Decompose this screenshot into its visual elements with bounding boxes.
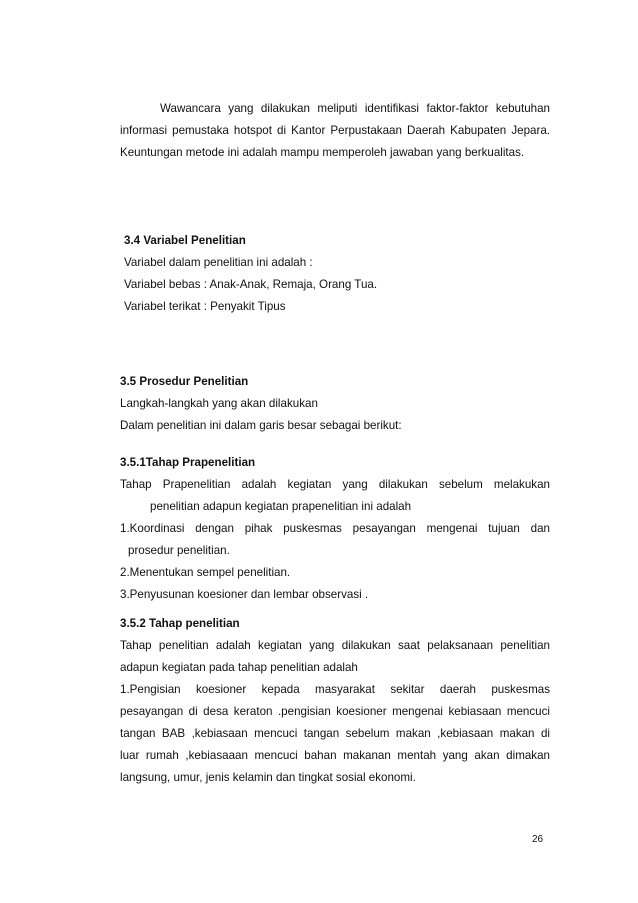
paragraph-line: penelitian adapun kegiatan prapenelitian ini adalah	[150, 500, 412, 513]
paragraph-line: Wawancara yang dilakukan meliputi identifikasi faktor-faktor kebutuhan	[160, 102, 550, 115]
page-number: 26	[532, 834, 544, 845]
paragraph-line: Variabel dalam penelitian ini adalah :	[124, 256, 313, 269]
section-3-5	[120, 371, 550, 437]
section-heading: 3.5 Prosedur Penelitian	[120, 375, 249, 388]
paragraph-line: Variabel terikat : Penyakit Tipus	[124, 300, 286, 313]
paragraph-line: Tahap penelitian adalah kegiatan yang dilakukan saat pelaksanaan penelitian	[120, 639, 550, 652]
intro-paragraph	[120, 98, 550, 164]
paragraph-line: informasi pemustaka hotspot di Kantor Perpustakaan Daerah Kabupaten Jepara.	[120, 124, 550, 137]
paragraph-line: Variabel bebas : Anak-Anak, Remaja, Orang Tua.	[124, 278, 378, 291]
list-item: 3.Penyusunan koesioner dan lembar observasi .	[120, 588, 369, 601]
list-item: 1.Koordinasi dengan pihak puskesmas pesayangan mengenai tujuan dan	[120, 522, 550, 535]
paragraph-line: luar rumah ,kebiasaaan mencuci bahan makanan mentah yang akan dimakan	[120, 749, 550, 762]
list-item: 2.Menentukan sempel penelitian.	[120, 566, 291, 579]
section-heading: 3.5.1Tahap Prapenelitian	[120, 456, 256, 469]
paragraph-line: langsung, umur, jenis kelamin dan tingkat sosial ekonomi.	[120, 771, 416, 784]
section-heading: 3.4 Variabel Penelitian	[124, 234, 246, 247]
section-3-4	[124, 230, 554, 318]
paragraph-line: tangan BAB ,kebiasaan mencuci tangan sebelum makan ,kebiasaan makan di	[120, 727, 550, 740]
section-heading: 3.5.2 Tahap penelitian	[120, 617, 240, 630]
section-3-5-2	[120, 613, 550, 789]
paragraph-line: pesayangan di desa keraton .pengisian koesioner mengenai kebiasaan mencuci	[120, 705, 550, 718]
paragraph-line: Keuntungan metode ini adalah mampu memperoleh jawaban yang berkualitas.	[120, 146, 525, 159]
paragraph-line: Dalam penelitian ini dalam garis besar sebagai berikut:	[120, 419, 402, 432]
paragraph-line: Tahap Prapenelitian adalah kegiatan yang dilakukan sebelum melakukan	[120, 478, 550, 491]
list-item-continuation: prosedur penelitian.	[128, 544, 230, 557]
paragraph-line: Langkah-langkah yang akan dilakukan	[120, 397, 318, 410]
section-3-5-1	[120, 452, 550, 606]
list-item: 1.Pengisian koesioner kepada masyarakat sekitar daerah puskesmas	[120, 683, 550, 696]
paragraph-line: adapun kegiatan pada tahap penelitian adalah	[120, 661, 358, 674]
